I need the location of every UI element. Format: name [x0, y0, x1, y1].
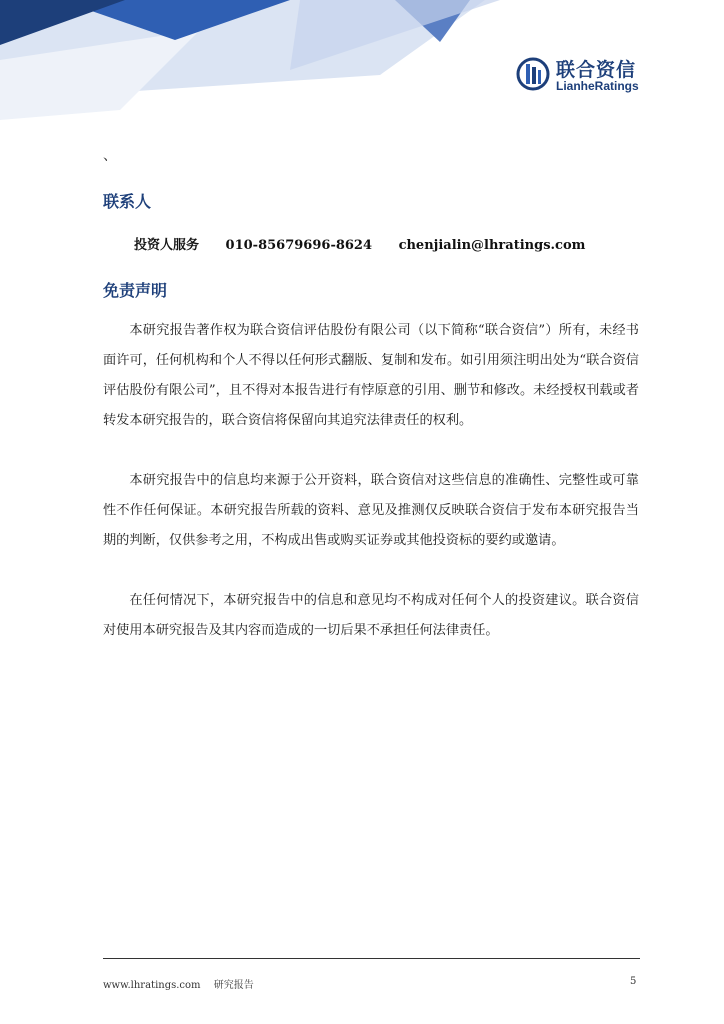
- logo-chinese-name: 联合资信: [556, 59, 637, 81]
- footer-website-link[interactable]: www.lhratings.com: [103, 980, 201, 991]
- disclaimer-paragraph: 本研究报告著作权为联合资信评估股份有限公司（以下简称“联合资信”）所有，未经书面许可，任何机构和个人不得以任何形式翻版、复制和发布。如引用须注明出处为“联合资信评估股份有限公司”，且不得对本报告进行有悖原意的引用、删节和修改。未经授权刊载或者转发本研究报告的，联合资信将保留向其追究法律责任的权利。: [103, 323, 639, 428]
- contact-phone: 010-85679696-8624: [225, 238, 373, 253]
- contact-label: 投资人服务: [134, 238, 200, 253]
- page-number: 5: [630, 976, 637, 987]
- lianhe-logo-icon: [516, 57, 550, 91]
- contact-row: [134, 234, 607, 253]
- footer-divider: [103, 958, 640, 959]
- disclaimer-paragraph: 在任何情况下，本研究报告中的信息和意见均不构成对任何个人的投资建议。联合资信对使用本研究报告及其内容而造成的一切后果不承担任何法律责任。: [103, 593, 639, 638]
- company-logo: [516, 55, 646, 95]
- disclaimer-section-title: 免责声明: [103, 281, 168, 300]
- stray-punctuation: 、: [103, 148, 117, 164]
- logo-english-name: LianheRatings: [556, 79, 639, 93]
- footer-info: [103, 976, 264, 991]
- disclaimer-paragraph: 本研究报告中的信息均来源于公开资料，联合资信对这些信息的准确性、完整性或可靠性不作任何保证。本研究报告所载的资料、意见及推测仅反映联合资信于发布本研究报告当期的判断，仅供参考之用，不构成出售或购买证券或其他投资标的要约或邀请。: [103, 473, 639, 548]
- footer-doc-type: 研究报告: [213, 980, 254, 991]
- contact-email[interactable]: chenjialin@lhratings.com: [398, 238, 586, 253]
- contact-section-title: 联系人: [103, 192, 152, 211]
